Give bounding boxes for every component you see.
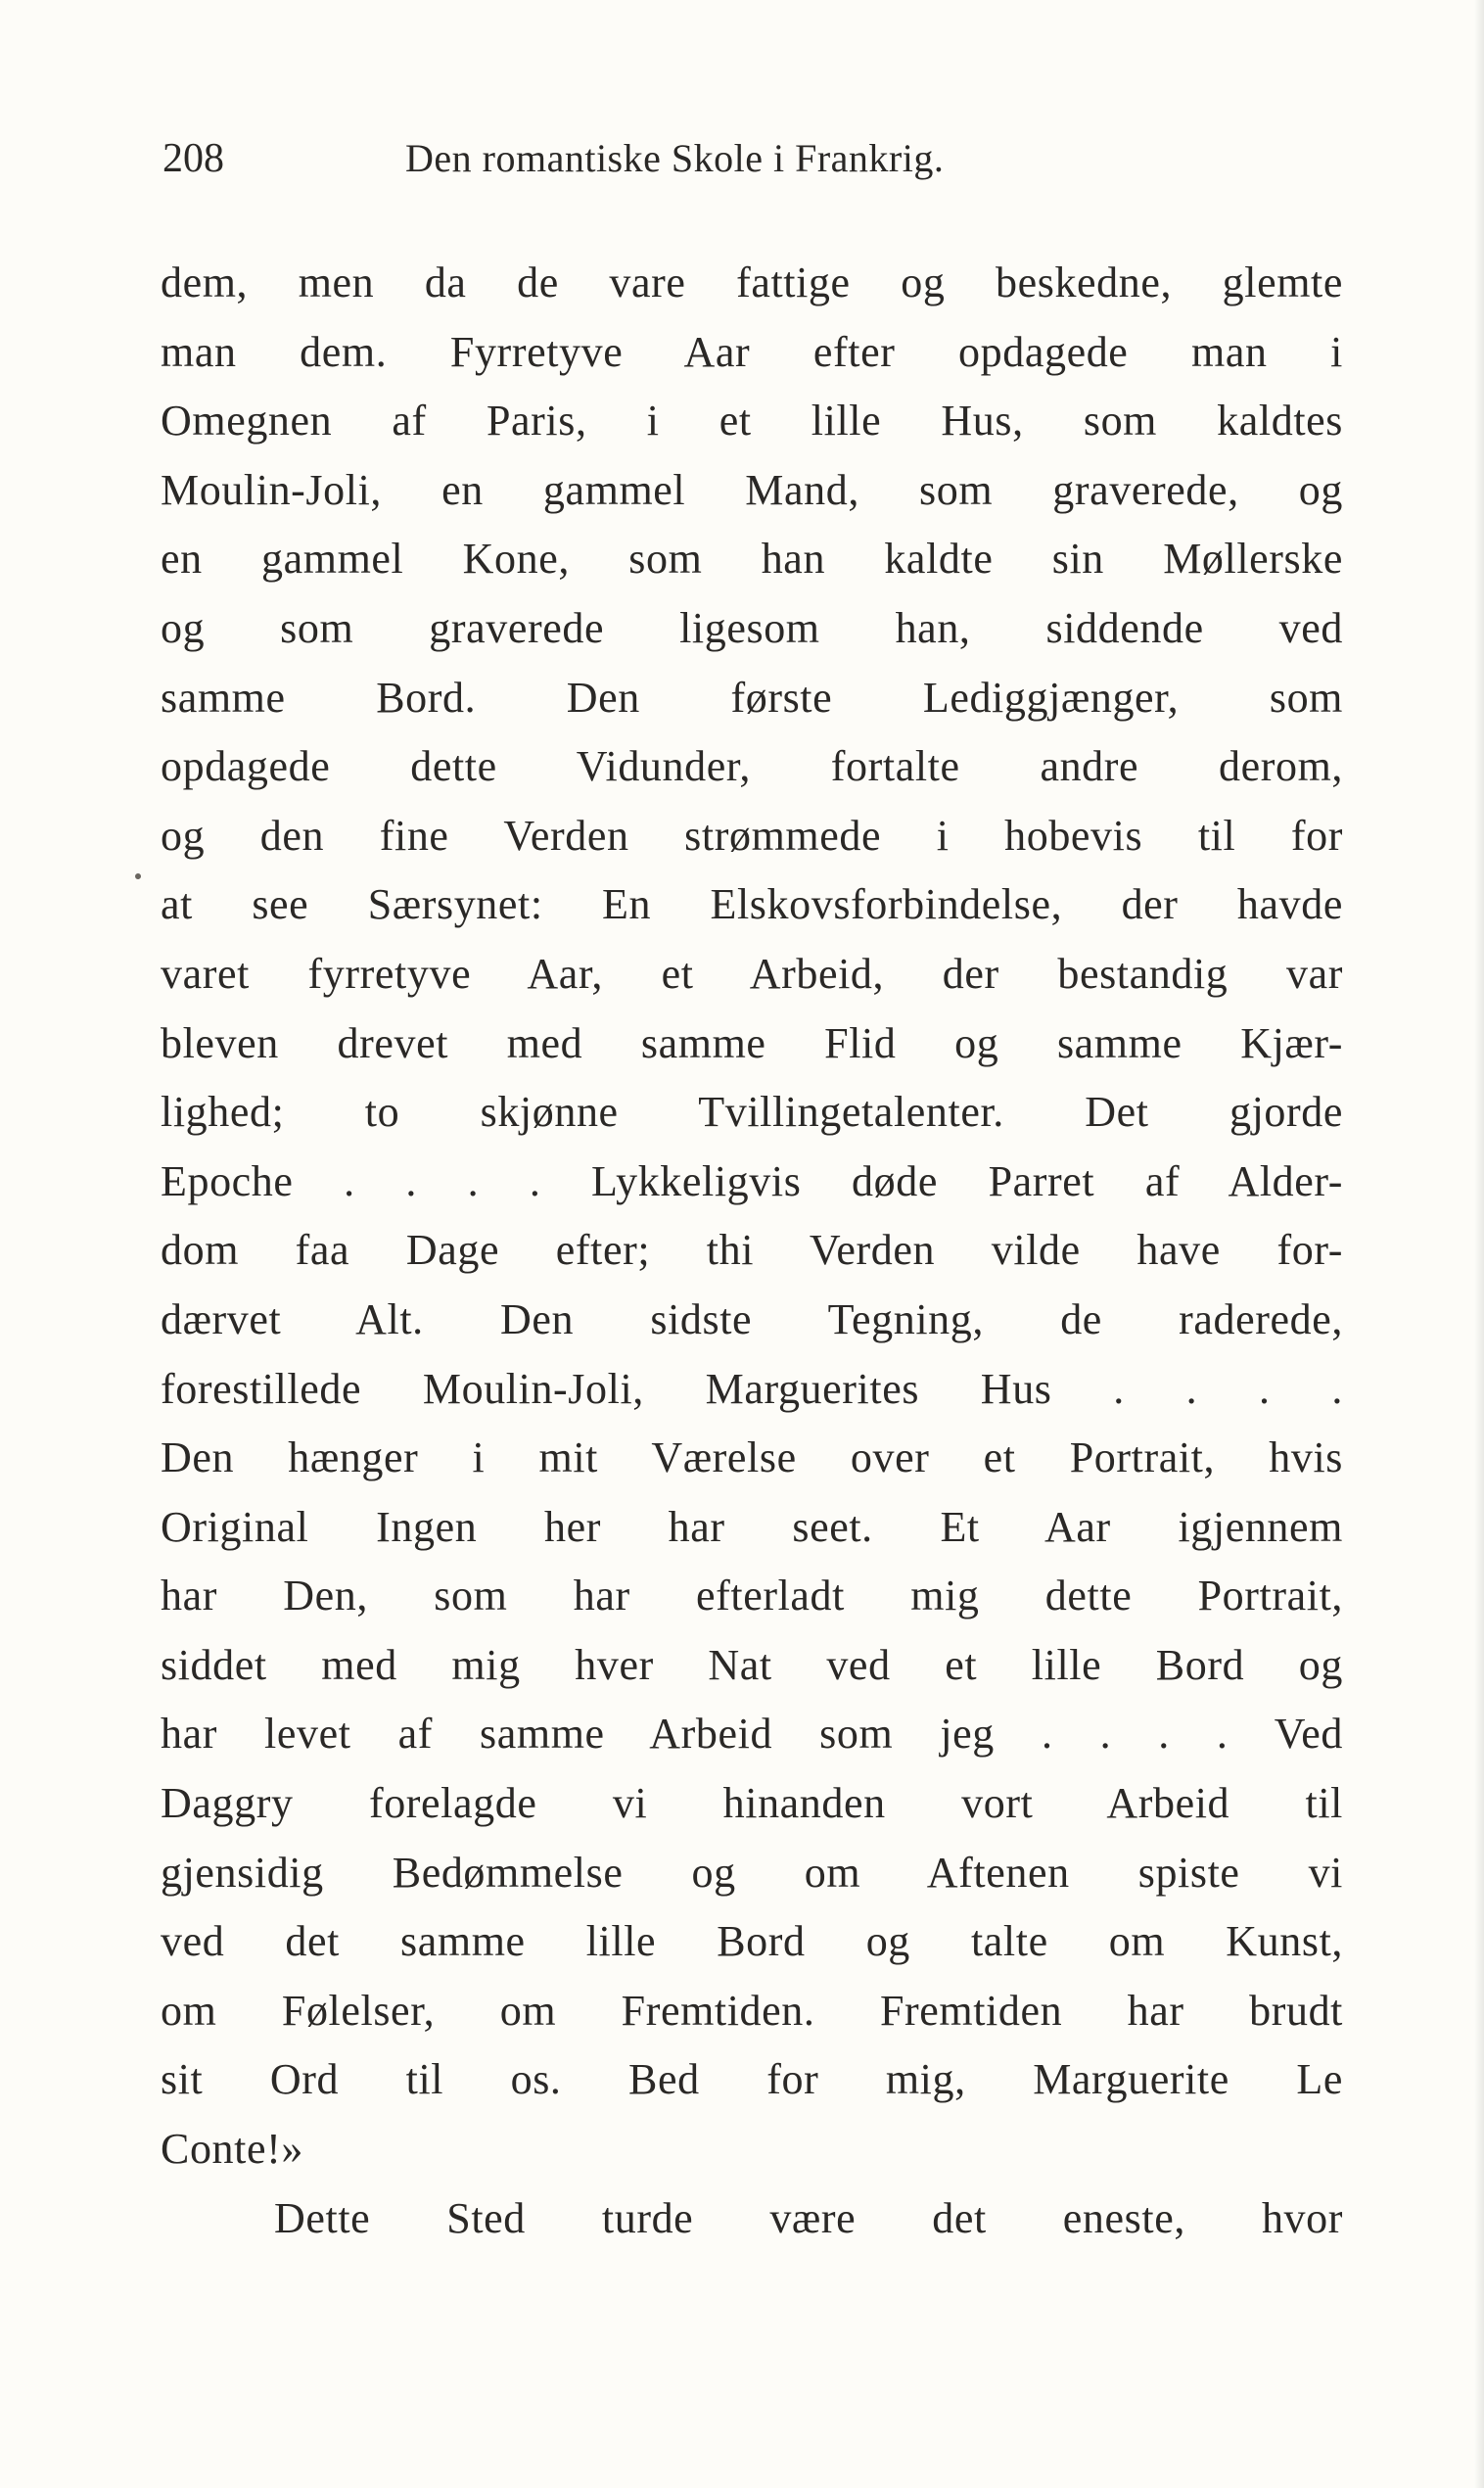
text-line: dom faa Dage efter; thi Verden vilde have for-	[161, 1226, 1343, 1275]
text-line: gjensidig Bedømmelse og om Aftenen spiste vi	[161, 1848, 1343, 1897]
text-line: og den fine Verden strømmede i hobevis til for	[161, 811, 1343, 860]
text-line: Omegnen af Paris, i et lille Hus, som kaldtes	[161, 397, 1343, 446]
running-title: Den romantiske Skole i Frankrig.	[405, 136, 945, 180]
text-line: og som graverede ligesom han, siddende ved	[161, 603, 1343, 652]
text-line: forestillede Moulin-Joli, Marguerites Hus . . . .	[161, 1364, 1343, 1413]
text-line: siddet med mig hver Nat ved et lille Bord og	[161, 1640, 1343, 1689]
text-line: har levet af samme Arbeid som jeg . . . . Ved	[161, 1710, 1343, 1759]
text-line: Moulin-Joli, en gammel Mand, som graverede, og	[161, 465, 1343, 514]
text-line: dem, men da de vare fattige og beskedne, glemte	[161, 258, 1343, 306]
text-line: om Følelser, om Fremtiden. Fremtiden har brudt	[161, 1986, 1343, 2035]
text-line: at see Særsynet: En Elskovsforbindelse, der havde	[161, 880, 1343, 929]
text-line: Den hænger i mit Værelse over et Portrait, hvis	[161, 1433, 1343, 1482]
text-line: en gammel Kone, som han kaldte sin Møllerske	[161, 535, 1343, 584]
text-line: man dem. Fyrretyve Aar efter opdagede man i	[161, 327, 1343, 376]
text-line: samme Bord. Den første Lediggjænger, som	[161, 673, 1343, 722]
text-line: varet fyrretyve Aar, et Arbeid, der bestandig var	[161, 949, 1343, 998]
paragraph-1	[161, 249, 1343, 2184]
text-line: Epoche . . . . Lykkeligvis døde Parret af Alder-	[161, 1156, 1343, 1205]
text-line: Dette Sted turde være det eneste, hvor	[274, 2193, 1343, 2242]
text-line: bleven drevet med samme Flid og samme Kjær-	[161, 1018, 1343, 1067]
text-line: Daggry forelagde vi hinanden vort Arbeid til	[161, 1779, 1343, 1828]
running-head	[162, 129, 1347, 188]
text-line: har Den, som har efterladt mig dette Portrait,	[161, 1572, 1343, 1620]
margin-mark	[134, 872, 142, 880]
page-edge-shadow	[1474, 0, 1484, 2488]
paragraph-2	[161, 2184, 1343, 2254]
text-line: Conte!»	[161, 2125, 303, 2174]
text-line: sit Ord til os. Bed for mig, Marguerite Le	[161, 2055, 1343, 2104]
text-line: lighed; to skjønne Tvillingetalenter. Det gjorde	[161, 1088, 1343, 1137]
text-line: ved det samme lille Bord og talte om Kunst,	[161, 1917, 1343, 1966]
page-number: 208	[162, 136, 224, 181]
body-text	[161, 249, 1343, 2253]
text-line: opdagede dette Vidunder, fortalte andre derom,	[161, 742, 1343, 791]
text-line: Original Ingen her har seet. Et Aar igjennem	[161, 1502, 1343, 1551]
text-line: dærvet Alt. Den sidste Tegning, de raderede,	[161, 1294, 1343, 1343]
